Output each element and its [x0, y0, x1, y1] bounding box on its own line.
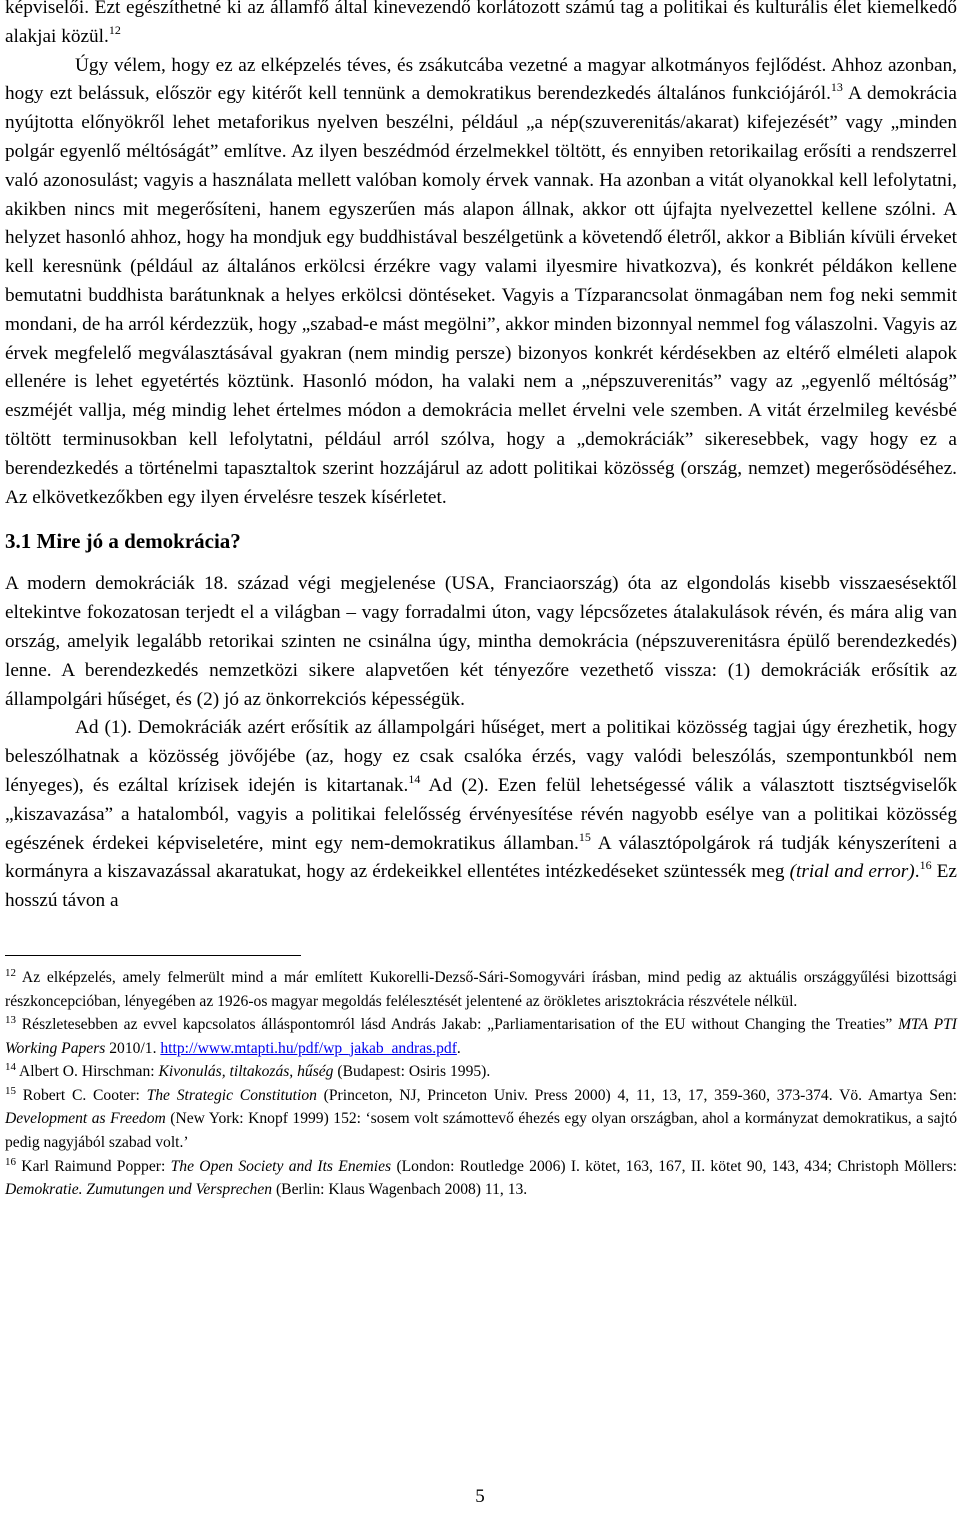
footnote-text: (Princeton, NJ, Princeton Univ. Press 2000) 4, 11, 13, 17, 359-360, 373-374. Vö. Amartya Sen:: [316, 1086, 958, 1104]
footnote-text: Robert C. Cooter:: [16, 1086, 147, 1104]
footnote-text: Albert O. Hirschman:: [16, 1063, 159, 1081]
italic-term: (trial and error): [789, 861, 915, 883]
text-run: Ad (2). Ezen felül lehetségessé válik a választott tisztségviselők „kiszavazása” a hatalomból, vagyis a politikai felelősség érvényesítése révén nagyobb esélye van a politikai közösség egészének érdekei képviseletére, mint egy nem-demokratikus államban.: [5, 774, 957, 854]
footnote-italic: The Open Society and Its Enemies: [170, 1157, 392, 1175]
text-run: A választópolgárok rá tudják kényszeríteni a kormányra a kiszavazással akaratukat, hogy az érdekeikkel ellentétes intézkedéseket szüntessék meg: [5, 832, 957, 883]
section-heading: 3.1 Mire jó a demokrácia?: [5, 529, 241, 554]
footnote-text: Részletesebben az evvel kapcsolatos álláspontomról lásd András Jakab: „Parliamentarisation of the EU without Changing the Treaties”: [16, 1016, 899, 1034]
footnote-ref-15[interactable]: 15: [578, 829, 591, 844]
footnote-italic: Kivonulás, tiltakozás, hűség: [158, 1063, 334, 1081]
text-run: Ad (1). Demokráciák azért erősítik az állampolgári hűséget, mert a politikai közösség tagjai úgy érezhetik, hogy beleszólhatnak a közösség jövőjébe (az, hogy ez csak csalóka érzés, vagy valódi beleszólás, szempontunkból nem lényeges), és ezáltal krízisek idején is kitartanak.: [5, 717, 957, 796]
text-run: A demokrácia nyújtotta előnyökről lehet metaforikus nyelven beszélni, például „a nép(szuverenitás/akarat) kifejezését” vagy „minden polgár egyenlő méltóságát” említve. Az ilyen beszédmód érzelmekkel töltött, és ennyiben retorikailag erősíti a rendszerrel való azonosulást; vagyis a használata mellett valóban komoly érvek vannak. Ha azonban a vitát olyanokkal kell lefolytatni, akikben nincs mit megerősíteni, hanem egyszerűen más alapon állnak, akkor ott újfajta nyelvezettel kellene szólni. A helyzet hasonló ahhoz, hogy ha mondjuk egy buddhistával beszélgetünk a követendő életről, akkor a Biblián kívüli érveket kell keresnünk (például az általános erkölcsi érzékre vagy valami ilyesmire hivatkozva), és konkrét példákon kellene bemutatni buddhista barátunknak a helyes erkölcsi döntéseket. Vagyis a Tízparancsolat önmagában nem fog neki semmit mondani, de ha arról kérdezzük, hogy „szabad-e mást megölni”, akkor minden bizonnyal nemmel fog válaszolni. Vagyis az érvek megfelelő megválasztásával gyakran (nem mindig persze) bizonyos konkrét kérdésekben az eltérő elméleti alapok ellenére is lehet egyetértés köztünk. Hasonló módon, ha valaki nem a „népszuverenitás” vagy az „egyenlő méltóság” eszméjét vallja, még mindig lehet értelmes módon a demokrácia mellet érvelni vele szemben. A vitát érzelmileg kevésbé töltött terminusokban kell lefolytatni, például arról szólva, hogy a „demokráciák” sikeresebbek, vagy hogy ez a berendezkedés a történelmi tapasztaltok szerint hozzájárul az adott politikai közösség (ország, nemzet) megerősödéséhez. Az elkövetkezőkben egy ilyen érvelésre teszek kísérletet.: [5, 83, 957, 508]
footnote-italic: The Strategic Constitution: [146, 1086, 317, 1104]
text-run: Ez hosszú távon a: [5, 861, 957, 912]
body-paragraph-2: A modern demokráciák 18. század végi megjelenése (USA, Franciaország) óta az elgondolás kisebb visszaesésektől eltekintve fokozatosan terjedt el a világban – vagy forradalmi úton, vagy lépcsőzetes átalakulások révén, és mára alig van ország, amelyik legalább retorikai szinten ne csinálna úgy, mintha demokrácia (népszuverenitásra épülő berendezkedés) lenne. A berendezkedés nemzetközi sikere alapvetően két tényezőre vezethető vissza: (1) demokráciák erősítik az állampolgári hűséget, és (2) jó az önkorrekciós képességük.: [5, 573, 957, 710]
footnote-italic: MTA PTI Working Papers: [5, 1016, 957, 1057]
text-run: .: [914, 861, 920, 883]
footnote-ref-14[interactable]: 14: [408, 771, 421, 786]
footnote-ref-13[interactable]: 13: [830, 80, 843, 95]
text-run: képviselői. Ezt egészíthetné ki az államfő által kinevezendő korlátozott számú tag a politikai és kulturális élet kiemelkedő alakjai közül.: [5, 0, 957, 47]
footnote-16: [5, 1155, 957, 1202]
text-run: Úgy vélem, hogy ez az elképzelés téves, és zsákutcába vezetné a magyar alkotmányos fejlődést. Ahhoz azonban, hogy ezt belássuk, először egy kitérőt kell tennünk a demokratikus berendezkedés általános funkciójáról.: [5, 54, 957, 105]
body-paragraph-3: [5, 714, 957, 916]
document-page: [5, 0, 957, 1202]
footnote-15: [5, 1084, 957, 1155]
footnote-ref-16[interactable]: 16: [919, 858, 932, 873]
footnote-number: 15: [5, 1084, 16, 1097]
footnote-13: [5, 1013, 957, 1060]
footnote-number: 13: [5, 1014, 16, 1027]
body-paragraph-1: [5, 0, 957, 512]
footnote-number: 16: [5, 1155, 16, 1168]
footnote-link[interactable]: http://www.mtapti.hu/pdf/wp_jakab_andras.pdf: [160, 1039, 457, 1057]
footnote-italic: Development as Freedom: [5, 1110, 166, 1128]
footnote-italic: Demokratie. Zumutungen und Versprechen: [5, 1181, 273, 1199]
footnote-number: 14: [5, 1061, 16, 1074]
footnote-text: (Budapest: Osiris 1995).: [333, 1063, 491, 1081]
footnote-ref-12[interactable]: 12: [108, 22, 121, 37]
footnote-text: 2010/1.: [105, 1039, 161, 1057]
footnote-separator: [5, 955, 301, 956]
page-number: 5: [475, 1486, 485, 1507]
footnote-12: [5, 966, 957, 1013]
footnote-text: (New York: Knopf 1999) 152: ‘sosem volt számottevő éhezés egy olyan országban, ahol a kormányzat demokratikus, a sajtó pedig nagyjából szabad volt.’: [5, 1110, 957, 1152]
footnote-text: Az elképzelés, amely felmerült mind a már említett Kukorelli-Dezső-Sári-Somogyvári írásban, mind pedig az aktuális országgyűlési bizottsági részkoncepcióban, lényegében az 1926-os magyar megoldás felélesztését jelentené az örökletes arisztokrácia részvétele nélkül.: [5, 968, 957, 1010]
footnote-text: .: [456, 1039, 461, 1057]
footnote-text: Karl Raimund Popper:: [16, 1157, 171, 1175]
footnote-text: (London: Routledge 2006) I. kötet, 163, 167, II. kötet 90, 143, 434; Christoph Möllers:: [391, 1157, 957, 1175]
footnote-14: [5, 1060, 957, 1084]
footnote-text: (Berlin: Klaus Wagenbach 2008) 11, 13.: [272, 1181, 528, 1199]
footnote-number: 12: [5, 966, 16, 979]
